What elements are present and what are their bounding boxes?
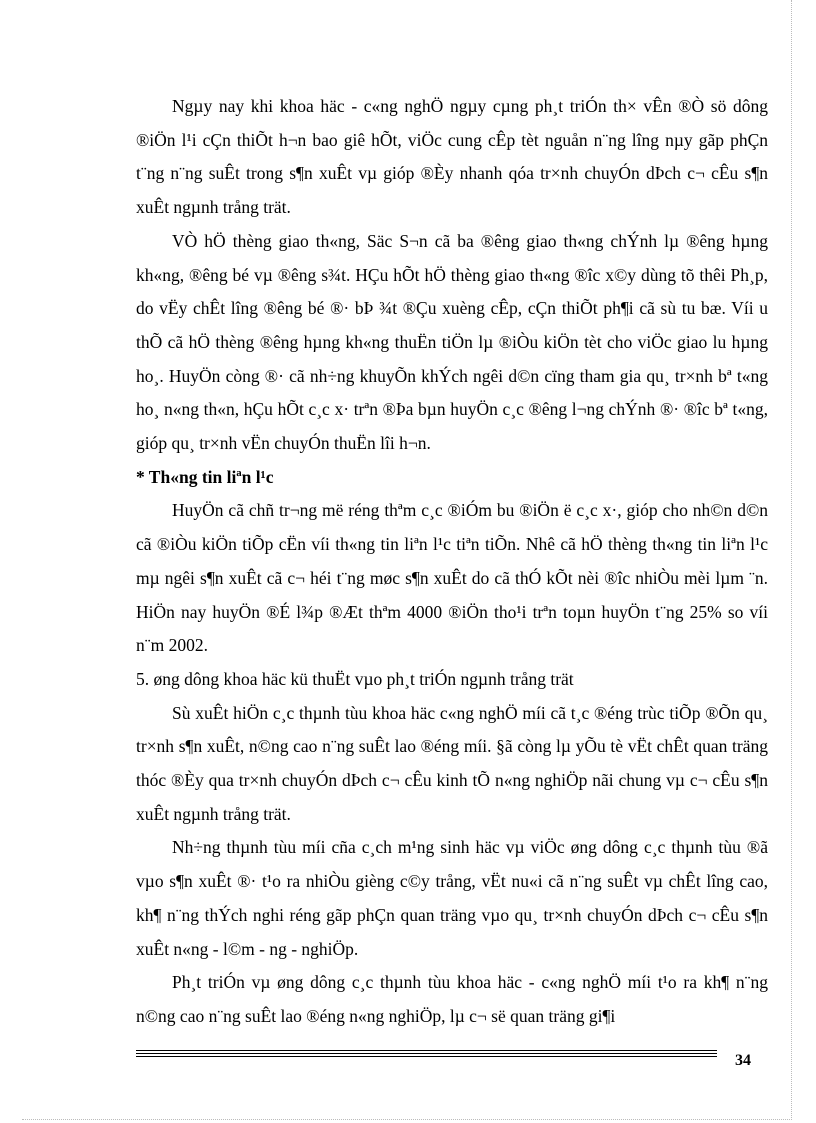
paragraph-transportation: VÒ hÖ thèng giao th«ng, Säc S¬n cã ba ®êng giao th«ng chÝnh lµ ®êng hµng kh«ng, ®êng bé vµ ®êng s¾t. HÇu hÕt hÖ thèng giao th«ng ®îc x©y dùng tõ thêi Ph¸p, do vËy chÊt lîng ®êng bé ®· bÞ ¾t ®Çu xuèng cÊp, cÇn thiÕt ph¶i cã sù tu bæ. Víi u thÕ cã hÖ thèng ®êng hµng kh«ng thuËn tiÖn lµ ®iÒu kiÖn tèt cho viÖc giao lu hµng ho¸. HuyÖn còng ®· cã nh÷ng khuyÕn khÝch ngêi d©n cïng tham gia qu¸ tr×nh bª t«ng ho¸ n«ng th«n, hÇu hÕt c¸c x· trªn ®Þa bµn huyÖn c¸c ®êng l¬ng chÝnh ®· ®îc bª t«ng, gióp qu¸ tr×nh vËn chuyÓn thuËn lîi h¬n. [136,230,768,454]
section-heading-communications: * Th«ng tin liªn l¹c [136,466,274,487]
paragraph-communications: HuyÖn cã chñ tr¬ng më réng thªm c¸c ®iÓm bu ®iÖn ë c¸c x·, gióp cho nh©n d©n cã ®iÒu kiÖn tiÕp cËn víi th«ng tin liªn l¹c tiªn tiÕn. Nhê cã hÖ thèng th«ng tin liªn l¹c mµ ngêi s¶n xuÊt cã c¬ héi t¨ng møc s¶n xuÊt do cã thÓ kÕt nèi ®îc nhiÒu mèi lµm ¨n. HiÖn nay huyÖn ®É l¾p ®Æt thªm 4000 ®iÖn tho¹i trªn toµn huyÖn t¨ng 25% so víi n¨m 2002. [136,500,768,656]
paragraph-biology-achievements: Nh÷ng thµnh tùu míi cña c¸ch m¹ng sinh häc vµ viÖc øng dông c¸c thµnh tùu ®ã vµo s¶n xuÊt ®· t¹o ra nhiÒu gièng c©y trång, vËt nu«i cã n¨ng suÊt vµ chÊt lîng cao, kh¶ n¨ng thÝch nghi réng gãp phÇn quan träng vµo qu¸ tr×nh chuyÓn dÞch c¬ cÊu s¶n xuÊt n«ng - l©m - ng - nghiÖp. [136,837,768,959]
footer-rule-middle [136,1053,717,1054]
page-margin-guide-right [791,0,792,1120]
page-margin-guide-bottom [22,1119,792,1120]
footer-rule-top [136,1050,717,1051]
paragraph-electricity: Ngµy nay khi khoa häc - c«ng nghÖ ngµy cµng ph¸t triÓn th× vÊn ®Ò sö dông ®iÖn l¹i cÇn thiÕt h¬n bao giê hÕt, viÖc cung cÊp tèt nguån n¨ng lîng nµy gãp phÇn t¨ng n¨ng suÊt trong s¶n xuÊt vµ gióp ®Èy nhanh qóa tr×nh chuyÓn dÞch c¬ cÊu s¶n xuÊt ngµnh trång trät. [136,96,768,218]
section-heading-science-technology: 5. øng dông khoa häc kü thuËt vµo ph¸t triÓn ngµnh trång trät [136,668,574,689]
paragraph-science-impact: Sù xuÊt hiÖn c¸c thµnh tùu khoa häc c«ng nghÖ míi cã t¸c ®éng trùc tiÕp ®Õn qu¸ tr×nh s¶n xuÊt, n©ng cao n¨ng suÊt lao ®éng míi. §ã còng lµ yÕu tè vËt chÊt quan träng thóc ®Èy qua tr×nh chuyÓn dÞch c¬ cÊu kinh tÕ n«ng nghiÖp nãi chung vµ c¬ cÊu s¶n xuÊt ngµnh trång trät. [136,702,768,824]
footer-rule-bottom [136,1056,717,1057]
document-body [136,90,768,1034]
page-number: 34 [735,1052,751,1069]
paragraph-development: Ph¸t triÓn vµ øng dông c¸c thµnh tùu khoa häc - c«ng nghÖ míi t¹o ra kh¶ n¨ng n©ng cao n¨ng suÊt lao ®éng n«ng nghiÖp, lµ c¬ së quan träng gi¶i [136,972,768,1026]
